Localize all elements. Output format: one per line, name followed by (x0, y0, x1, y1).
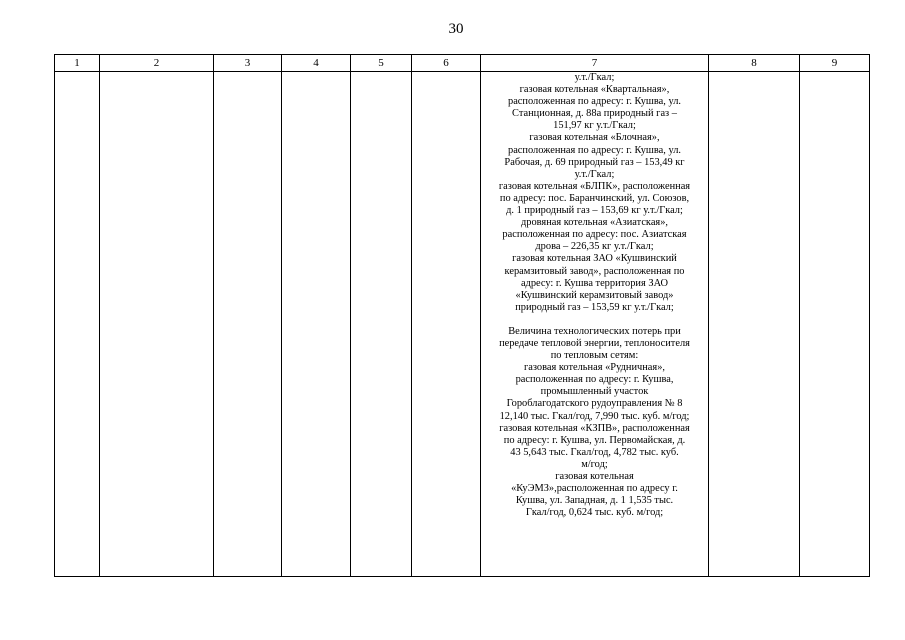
cell-col-5 (351, 72, 412, 577)
cell-col-6 (412, 72, 481, 577)
column-header-3: 3 (214, 55, 282, 72)
cell-col-3 (214, 72, 282, 577)
text-line: «Кушвинский керамзитовый завод» (515, 289, 674, 301)
text-line: у.т./Гкал; (574, 168, 615, 180)
text-line: Рабочая, д. 69 природный газ – 153,49 кг (504, 156, 685, 168)
text-line: Гороблагодатского рудоуправления № 8 (506, 398, 683, 410)
text-line: расположенная по адресу: г. Кушва, ул. (508, 96, 681, 108)
column-header-1: 1 (55, 55, 100, 72)
text-line: Станционная, д. 88а природный газ – (512, 108, 677, 120)
cell-col-7 (481, 72, 709, 577)
text-line: по адресу: пос. Баранчинский, ул. Союзов, (499, 192, 690, 204)
text-line: дровяная котельная «Азиатская», (520, 217, 669, 229)
text-line: расположенная по адресу: г. Кушва, (515, 374, 674, 386)
column-header-4: 4 (282, 55, 351, 72)
text-line: «КуЭМЗ»,расположенная по адресу г. (511, 483, 678, 495)
text-line: 43 5,643 тыс. Гкал/год, 4,782 тыс. куб. (510, 446, 679, 458)
text-line: у.т./Гкал; (574, 72, 615, 83)
column-header-2: 2 (100, 55, 214, 72)
specific-fuel-consumption-block (481, 72, 708, 314)
text-line: промышленный участок (540, 386, 649, 398)
text-line: Гкал/год, 0,624 тыс. куб. м/год; (525, 507, 664, 519)
cell-col-1 (55, 72, 100, 577)
text-line: по тепловым сетям: (550, 350, 639, 362)
text-line: газовая котельная (555, 471, 634, 482)
text-line: передаче тепловой энергии, теплоносителя (499, 337, 690, 349)
paragraph-gap (481, 314, 708, 326)
text-line: расположенная по адресу: г. Кушва, ул. (508, 144, 681, 156)
text-line: адресу: г. Кушва территория ЗАО (520, 277, 669, 289)
column-header-7: 7 (481, 55, 709, 72)
column-header-5: 5 (351, 55, 412, 72)
column-header-9: 9 (800, 55, 870, 72)
text-line: керамзитовый завод», расположенная по (504, 265, 685, 277)
data-table (54, 54, 870, 577)
text-line: газовая котельная «Квартальная», (519, 84, 670, 96)
text-line: Величина технологических потерь при (508, 325, 681, 337)
text-line: 151,97 кг у.т./Гкал; (553, 120, 636, 132)
cell-col-8 (709, 72, 800, 577)
table-row (55, 72, 870, 577)
text-line: газовая котельная «Рудничная», (524, 362, 665, 374)
text-line: Кушва, ул. Западная, д. 1 1,535 тыс. (515, 495, 674, 507)
text-line: по адресу: г. Кушва, ул. Первомайская, д. (503, 434, 686, 446)
text-line: газовая котельная «Блочная», (529, 132, 660, 144)
column-header-8: 8 (709, 55, 800, 72)
text-line: д. 1 природный газ – 153,69 кг у.т./Гкал; (506, 205, 683, 217)
cell-col-9 (800, 72, 870, 577)
page-number: 30 (448, 21, 464, 37)
column-header-6: 6 (412, 55, 481, 72)
text-line: природный газ – 153,59 кг у.т./Гкал; (515, 301, 674, 313)
cell-col-4 (282, 72, 351, 577)
text-line: газовая котельная «КЗПВ», расположенная (499, 422, 690, 434)
text-line: расположенная по адресу: пос. Азиатская (502, 229, 687, 241)
text-line: газовая котельная ЗАО «Кушвинский (512, 253, 677, 265)
cell-col-2 (100, 72, 214, 577)
text-line: газовая котельная «БЛПК», расположенная (498, 180, 691, 192)
heat-loss-block (481, 326, 708, 520)
text-line: м/год; (581, 458, 608, 470)
text-line: 12,140 тыс. Гкал/год, 7,990 тыс. куб. м/год; (499, 410, 690, 422)
column-number-row (55, 55, 870, 72)
text-line: дрова – 226,35 кг у.т./Гкал; (535, 241, 654, 253)
